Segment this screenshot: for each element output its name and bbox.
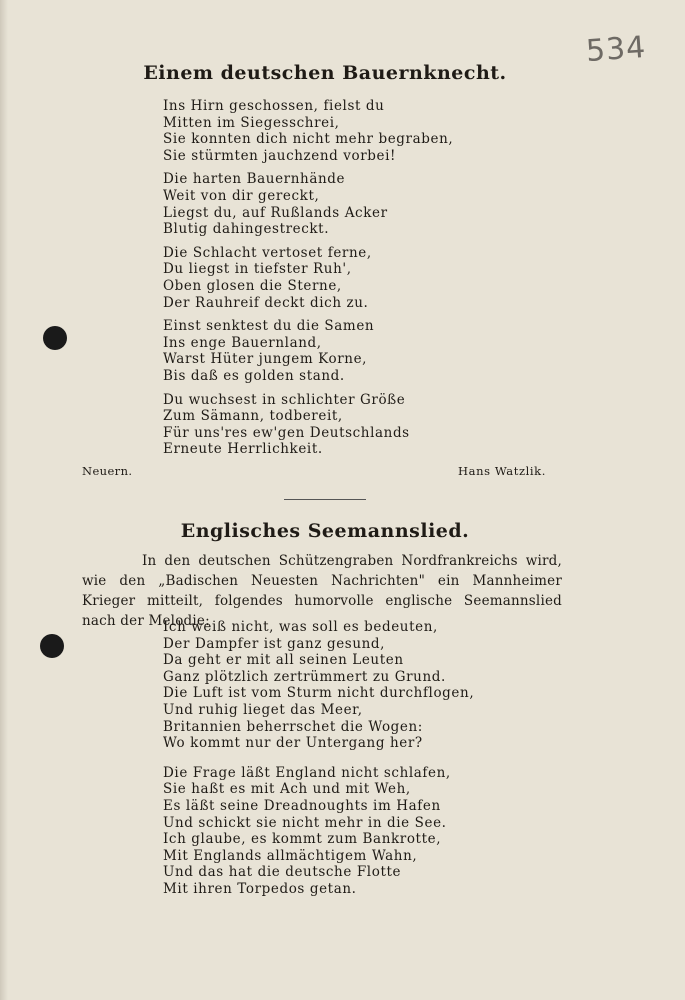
poem-line: Weit von dir gereckt, bbox=[163, 187, 320, 204]
poem-1-author: Hans Watzlik. bbox=[458, 464, 546, 478]
poem-line: Mit Englands allmächtigem Wahn, bbox=[163, 847, 418, 864]
poem-line: Zum Sämann, todbereit, bbox=[163, 408, 343, 425]
poem-line: Blutig dahingestreckt. bbox=[163, 221, 330, 238]
poem-1-stanza bbox=[163, 171, 453, 237]
poem-line: Ich glaube, es kommt zum Bankrotte, bbox=[163, 831, 442, 848]
poem-line: Du wuchsest in schlichter Größe bbox=[163, 391, 406, 408]
poem-1-body bbox=[163, 98, 453, 465]
handwritten-page-number: 534 bbox=[584, 29, 648, 70]
poem-1-stanza bbox=[163, 392, 453, 458]
poem-line: Sie haßt es mit Ach und mit Weh, bbox=[163, 781, 411, 798]
punch-hole-icon bbox=[43, 326, 67, 350]
poem-2-stanza bbox=[163, 765, 474, 898]
poem-line: Für uns'res ew'gen Deutschlands bbox=[163, 424, 410, 441]
poem-line: Sie stürmten jauchzend vorbei! bbox=[163, 147, 397, 164]
poem-line: Der Dampfer ist ganz gesund, bbox=[163, 635, 386, 652]
poem-line: Ganz plötzlich zertrümmert zu Grund. bbox=[163, 668, 446, 685]
poem-line: Britannien beherrschet die Wogen: bbox=[163, 718, 423, 735]
poem-line: Es läßt seine Dreadnoughts im Hafen bbox=[163, 797, 441, 814]
poem-1-title: Einem deutschen Bauernknecht. bbox=[143, 62, 507, 84]
section-divider bbox=[284, 499, 366, 500]
poem-2-title: Englisches Seemannslied. bbox=[180, 520, 470, 542]
poem-line: Mitten im Siegesschrei, bbox=[163, 114, 340, 131]
poem-line: Erneute Herrlichkeit. bbox=[163, 441, 323, 458]
poem-line: Du liegst in tiefster Ruh', bbox=[163, 261, 352, 278]
poem-line: Mit ihren Torpedos getan. bbox=[163, 880, 357, 897]
poem-line: Ins Hirn geschossen, fielst du bbox=[163, 98, 385, 114]
poem-1-stanza bbox=[163, 318, 453, 384]
poem-line: Die harten Bauernhände bbox=[163, 171, 346, 188]
poem-line: Und ruhig lieget das Meer, bbox=[163, 701, 363, 718]
poem-1-stanza bbox=[163, 245, 453, 311]
poem-line: Und schickt sie nicht mehr in die See. bbox=[163, 814, 447, 831]
poem-line: Liegst du, auf Rußlands Acker bbox=[163, 204, 388, 221]
page-edge-shadow bbox=[0, 0, 8, 1000]
poem-line: Die Luft ist vom Sturm nicht durchflogen, bbox=[163, 685, 475, 702]
poem-1-place: Neuern. bbox=[82, 464, 133, 478]
poem-2-stanza bbox=[163, 619, 474, 752]
poem-line: Sie konnten dich nicht mehr begraben, bbox=[163, 131, 454, 148]
poem-line: Die Frage läßt England nicht schlafen, bbox=[163, 764, 451, 781]
poem-line: Einst senktest du die Samen bbox=[163, 318, 375, 335]
poem-line: Oben glosen die Sterne, bbox=[163, 277, 342, 294]
poem-line: Da geht er mit all seinen Leuten bbox=[163, 652, 404, 669]
poem-2-intro: In den deutschen Schützengraben Nordfrankreichs wird, wie den „Badischen Neuesten Nachrichten" ein Mannheimer Krieger mitteilt, folgendes humorvolle englische Seemannslied nach der Melodie: bbox=[82, 553, 562, 629]
poem-line: Ins enge Bauernland, bbox=[163, 334, 322, 351]
poem-line: Wo kommt nur der Untergang her? bbox=[163, 735, 423, 752]
poem-line: Warst Hüter jungem Korne, bbox=[163, 351, 368, 368]
punch-hole-icon bbox=[40, 634, 64, 658]
poem-line: Und das hat die deutsche Flotte bbox=[163, 864, 402, 881]
poem-line: Die Schlacht vertoset ferne, bbox=[163, 244, 372, 261]
poem-line: Der Rauhreif deckt dich zu. bbox=[163, 294, 369, 311]
poem-2-body bbox=[163, 619, 474, 911]
poem-1-stanza bbox=[163, 98, 453, 164]
poem-line: Bis daß es golden stand. bbox=[163, 367, 345, 384]
poem-line: Ich weiß nicht, was soll es bedeuten, bbox=[163, 619, 438, 635]
